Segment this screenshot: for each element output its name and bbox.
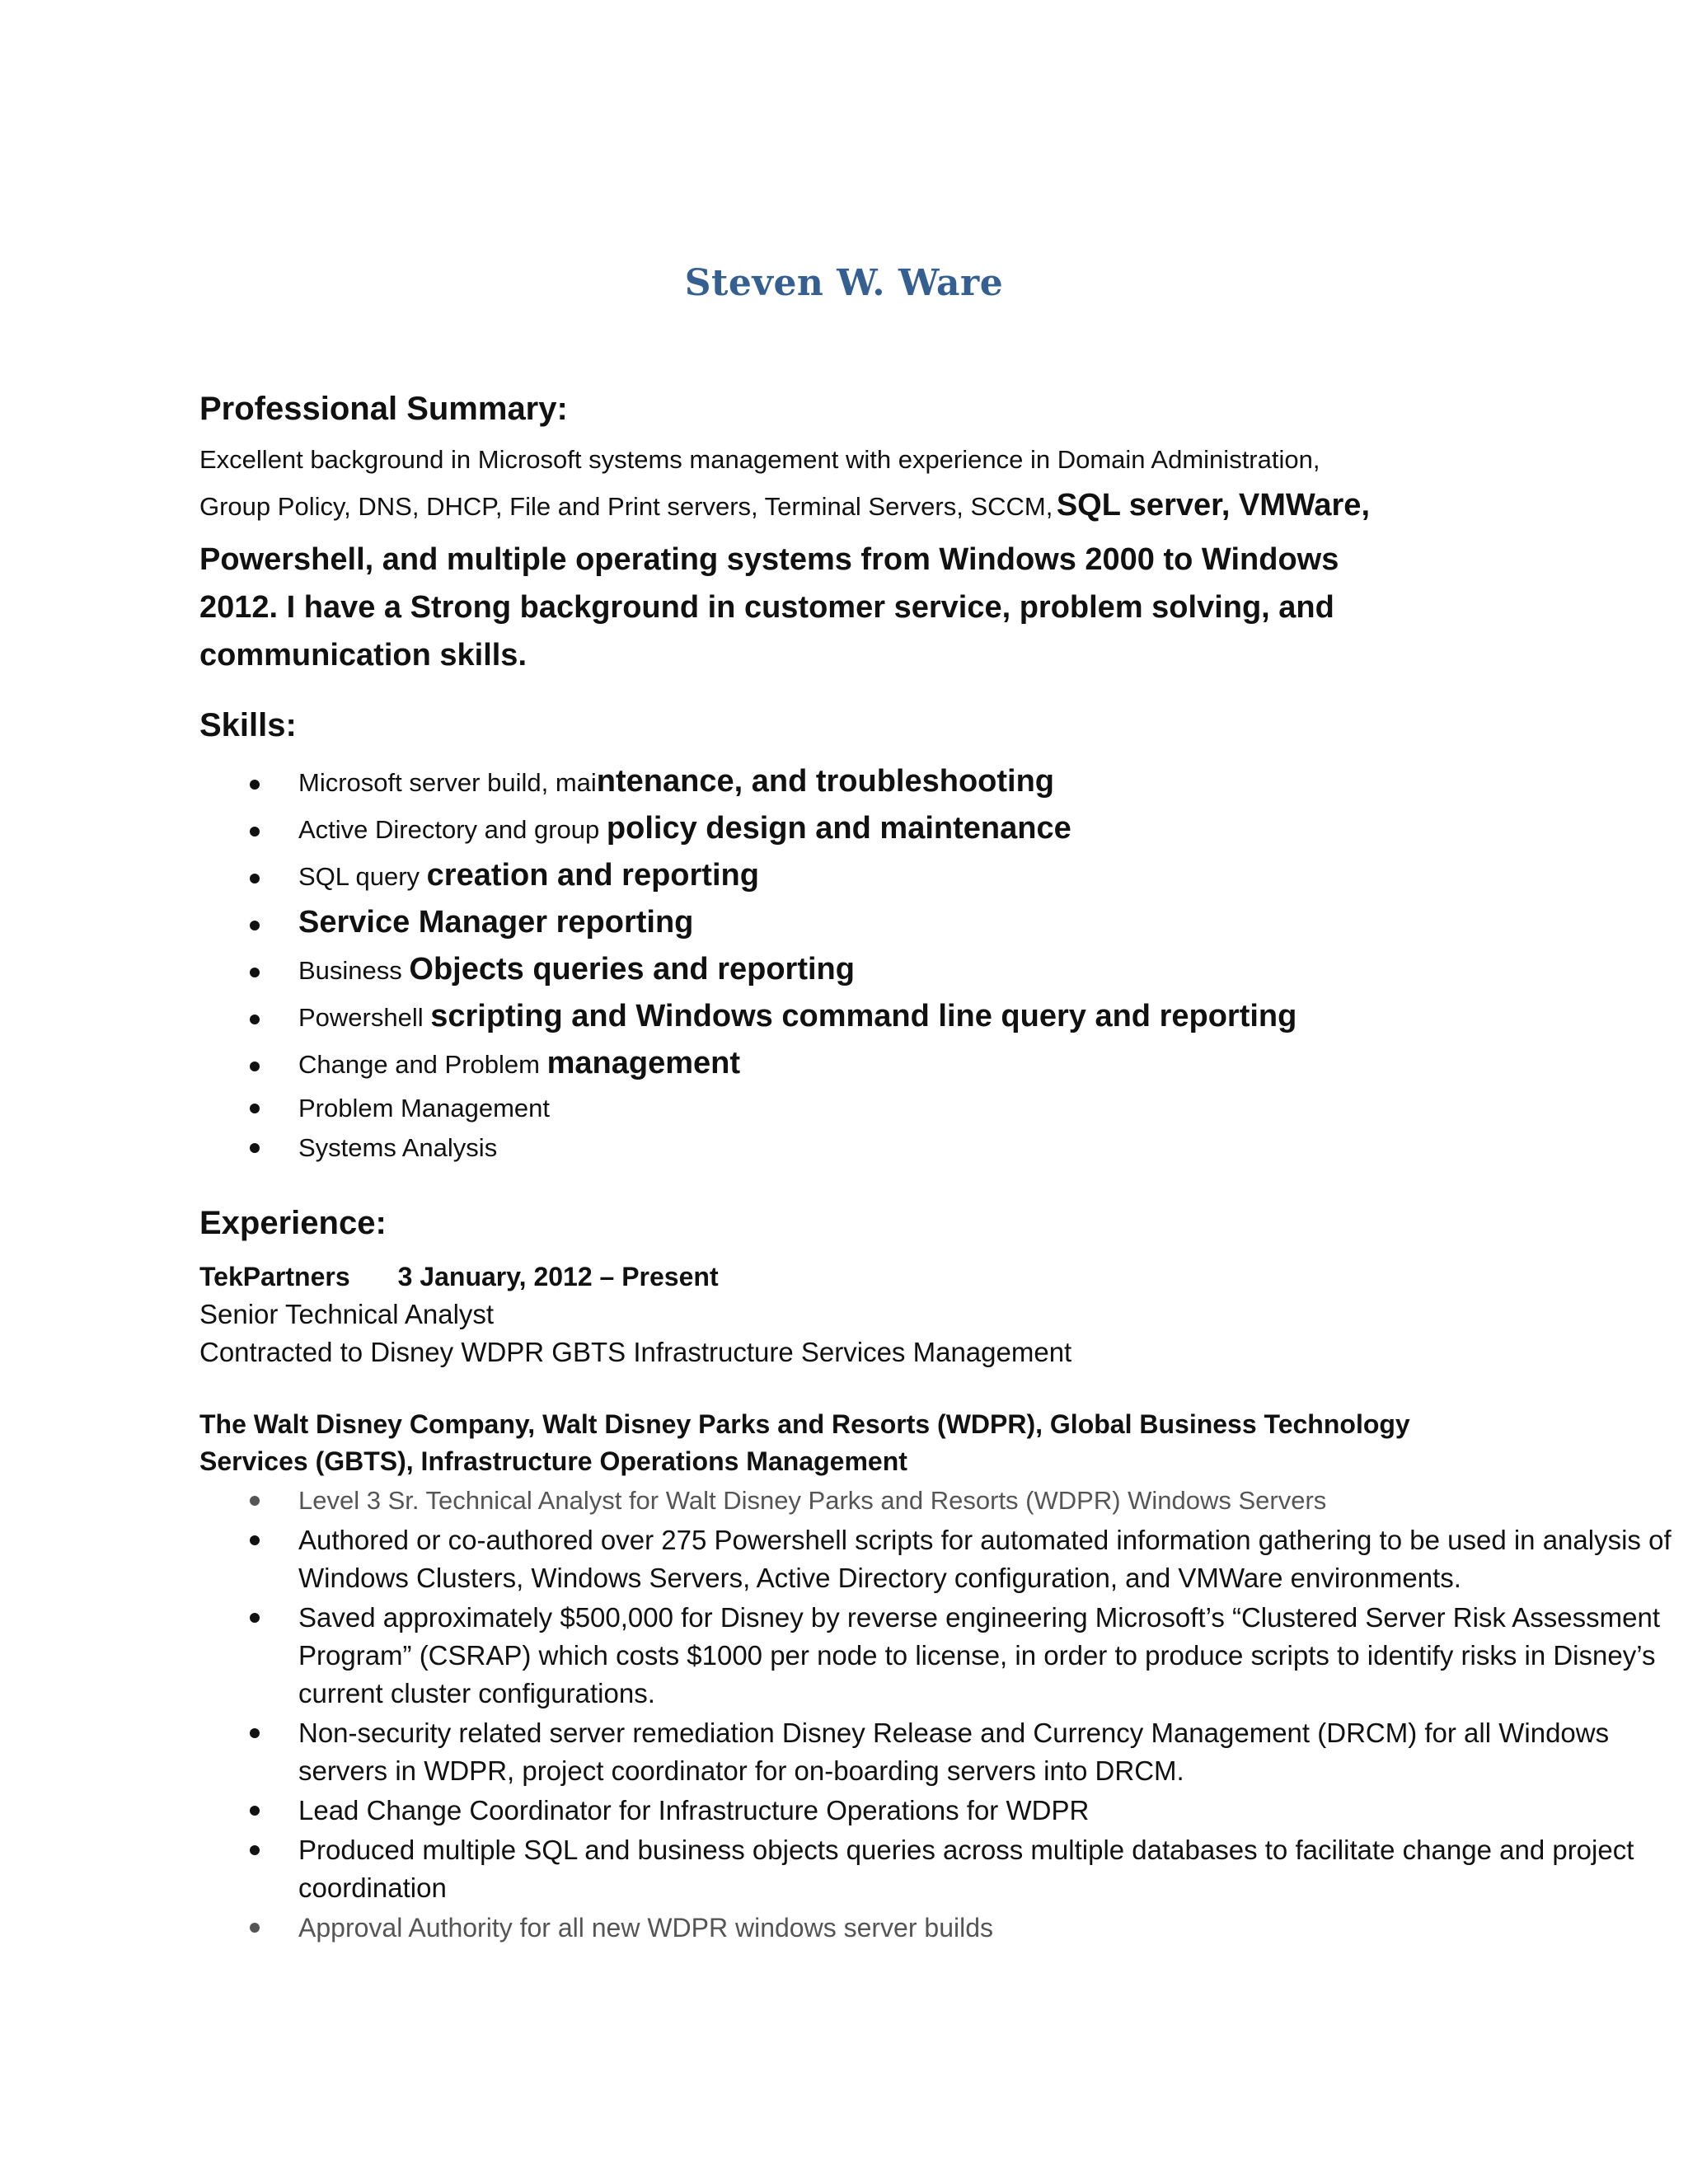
- bullet-icon: [250, 1923, 260, 1933]
- bullet-icon: [250, 1728, 260, 1738]
- summary-line-2-small: Group Policy, DNS, DHCP, File and Print servers, Terminal Servers, SCCM,: [199, 492, 1053, 521]
- skill-item: SQL query creation and reporting: [199, 852, 1296, 899]
- experience-bullet: Lead Change Coordinator for Infrastructure Operations for WDPR: [199, 1792, 1688, 1830]
- summary-line-4: 2012. I have a Strong background in customer service, problem solving, and: [199, 590, 1334, 625]
- org-line-2: Services (GBTS), Infrastructure Operations Management: [199, 1446, 907, 1476]
- skill-item: Problem Management: [199, 1087, 1296, 1127]
- bullet-icon: [250, 1015, 260, 1024]
- job-contract: Contracted to Disney WDPR GBTS Infrastructure Services Management: [199, 1337, 1072, 1367]
- bullet-icon: [250, 968, 260, 977]
- skill-item: Powershell scripting and Windows command line query and reporting: [199, 993, 1296, 1040]
- experience-bullet: Produced multiple SQL and business objects queries across multiple databases to facilitate change and project coordination: [199, 1831, 1688, 1907]
- summary-line-5: communication skills.: [199, 638, 527, 673]
- bullet-icon: [250, 827, 260, 837]
- skill-item: Service Manager reporting: [199, 899, 1296, 946]
- skill-item: Active Directory and group policy design and maintenance: [199, 805, 1296, 852]
- bullet-icon: [250, 1496, 260, 1506]
- experience-bullets: [199, 1482, 1688, 1948]
- org-heading: [199, 1406, 1410, 1480]
- experience-bullet: Non-security related server remediation Disney Release and Currency Management (DRCM) for all Windows servers in WDPR, project coordinator for on-boarding servers into DRCM.: [199, 1714, 1688, 1790]
- bullet-icon: [250, 1535, 260, 1545]
- bullet-icon: [250, 1143, 260, 1153]
- skills-heading: Skills:: [199, 707, 297, 743]
- summary-line-2: [199, 481, 1518, 536]
- job-header: [199, 1258, 1071, 1371]
- resume-name: Steven W. Ware: [684, 262, 1004, 304]
- bullet-icon: [250, 1806, 260, 1816]
- skill-item: Systems Analysis: [199, 1127, 1296, 1166]
- employer-name: TekPartners: [199, 1262, 350, 1291]
- job-role: Senior Technical Analyst: [199, 1299, 495, 1329]
- summary-line-3: Powershell, and multiple operating systems from Windows 2000 to Windows: [199, 542, 1339, 577]
- bullet-icon: [250, 780, 260, 790]
- org-line-1: The Walt Disney Company, Walt Disney Parks and Resorts (WDPR), Global Business Technology: [199, 1409, 1410, 1439]
- bullet-icon: [250, 1104, 260, 1113]
- experience-bullet: Approval Authority for all new WDPR windows server builds: [199, 1909, 1688, 1947]
- summary-line-1: Excellent background in Microsoft systems management with experience in Domain Administration,: [199, 445, 1320, 474]
- bullet-icon: [250, 1613, 260, 1623]
- experience-bullet: Level 3 Sr. Technical Analyst for Walt Disney Parks and Resorts (WDPR) Windows Servers: [199, 1482, 1688, 1520]
- bullet-icon: [250, 1845, 260, 1855]
- skills-list: [199, 758, 1296, 1166]
- job-employer-line: [199, 1258, 1071, 1296]
- job-dates: 3 January, 2012 – Present: [397, 1262, 719, 1291]
- experience-heading: Experience:: [199, 1205, 387, 1241]
- summary-paragraph: [199, 438, 1518, 679]
- bullet-icon: [250, 921, 260, 930]
- summary-heading: Professional Summary:: [199, 391, 568, 427]
- experience-bullet: Saved approximately $500,000 for Disney by reverse engineering Microsoft’s “Clustered Server Risk Assessment Program” (CSRAP) which costs $1000 per node to license, in order to produce scripts to identify risks in Disney’s current cluster configurations.: [199, 1599, 1688, 1713]
- summary-line-2-big: SQL server, VMWare,: [1056, 488, 1370, 523]
- bullet-icon: [250, 874, 260, 883]
- experience-bullet: Authored or co-authored over 275 Powershell scripts for automated information gathering to be used in analysis of Windows Clusters, Windows Servers, Active Directory configuration, and VMWare environments.: [199, 1521, 1688, 1597]
- skill-item: Business Objects queries and reporting: [199, 946, 1296, 993]
- bullet-icon: [250, 1062, 260, 1071]
- skill-item: Change and Problem management: [199, 1040, 1296, 1087]
- skill-item: Microsoft server build, maintenance, and troubleshooting: [199, 758, 1296, 805]
